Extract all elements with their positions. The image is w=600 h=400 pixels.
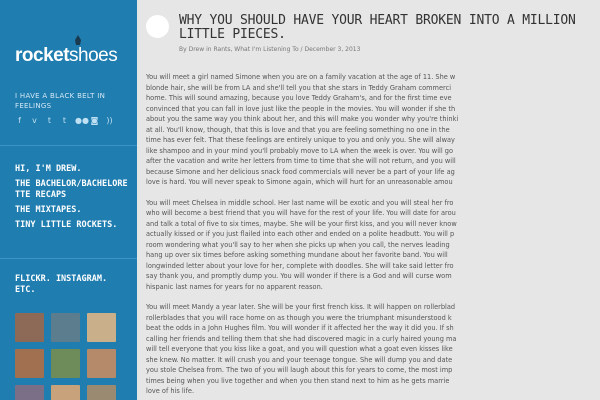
nav-item-tiny-rockets[interactable]: TINY LITTLE ROCKETS.	[15, 220, 118, 230]
photo-thumbnail[interactable]	[87, 385, 116, 400]
photo-thumbnail[interactable]	[15, 385, 44, 400]
main-content	[137, 0, 600, 400]
post-title[interactable]: WHY YOU SHOULD HAVE YOUR HEART BROKEN INTO A MILLION LITTLE PIECES.	[179, 13, 576, 42]
sidebar	[0, 0, 137, 400]
post-marker-circle	[146, 15, 169, 38]
facebook-icon[interactable]: f	[18, 116, 21, 125]
rss-icon[interactable]: ))	[106, 116, 113, 125]
post-meta	[179, 46, 360, 53]
instagram-icon[interactable]: ◙	[90, 116, 99, 125]
photo-thumbnail[interactable]	[87, 349, 116, 378]
flickr-icon[interactable]: ●●	[75, 116, 89, 125]
post-paragraph: You will meet Chelsea in middle school. Her last name will be exotic and you will steal her fro who will become a best friend that you will have for the rest of your life. You will date for arou and talk a total of five to six times, maybe. She will be your first kiss, and you will never know actually kissed or if you just flailed into each other and ended on a polite headbutt. You will p room wondering what you'll say to her when she picks up when you call, the nerves leading hang up over six times before asking something mundane about her favorite band. You will longwinded letter about your love for her, complete with doodles. She will take said letter fro say thank you, and promptly dump you. You will wonder if there is a God and will curse wom hispanic last names for years for no apparent reason.	[146, 198, 457, 291]
sidebar-divider	[0, 145, 137, 146]
site-logo[interactable]	[15, 45, 118, 67]
tumblr-icon[interactable]: t	[62, 116, 67, 125]
vimeo-icon[interactable]: v	[32, 116, 37, 125]
nav-item-about[interactable]: HI, I'M DREW.	[15, 164, 82, 174]
post-paragraph: You will meet Mandy a year later. She will be your first french kiss. It will happen on rollerblad rollerblades that you will race home on as though you were the triumphant misunderstood k beat the odds in a John Hughes film. You will wonder if it affected her the way it did you. If sh calling her friends and telling them that she had discovered magic in a curly haired young ma will tell everyone that you kiss like a goat, and you will question what a goat even kisses like she knew. No matter. It will crush you and your teenage tongue. She will dump you and date you stole Chelsea from. The two of you will laugh about this for years to come, the most imp times being when you live together and when you then stand next to him as he gets marrie love of his life.	[146, 303, 457, 395]
photo-thumbnail[interactable]	[51, 349, 80, 378]
sidebar-nav	[15, 164, 130, 235]
meta-separator: /	[300, 46, 303, 53]
widget-title: FLICKR. INSTAGRAM. ETC.	[15, 274, 108, 295]
photo-grid	[15, 313, 116, 400]
photo-thumbnail[interactable]	[87, 313, 116, 342]
post-body	[146, 72, 461, 400]
post-date: December 3, 2013	[304, 46, 361, 53]
social-icons	[15, 116, 114, 125]
photo-thumbnail[interactable]	[51, 385, 80, 400]
meta-in: in	[206, 46, 212, 53]
photo-thumbnail[interactable]	[15, 349, 44, 378]
twitter-icon[interactable]: t	[47, 116, 52, 125]
rocket-icon	[73, 35, 83, 47]
sidebar-divider	[0, 258, 137, 259]
logo-light-text: shoes	[69, 45, 118, 66]
post-paragraph: You will meet a girl named Simone when you are on a family vacation at the age of 11. She w blonde hair, she will be from LA and she'll tell you that she stars in Teddy Graham commerci home. This will sound amazing, because you love Teddy Graham's, and for the first time eve convinced that you can fall in love just like the people in the movies. You will wonder if she th about you the same way you think about her, and this will make you wonder why you're thinki at all. You'll know, though, that this is love and that you are feeling something no one in the time has ever felt. That these feelings are entirely unique to you and only you. She will alway like shampoo and in your mind you'll probably move to LA when the week is over. You will go after the vacation and write her letters from time to time that she will not return, and you will because Simone and her delicious snack food commercials will never be a part of your life ag love is hard. You will never speak to Simone again, which will hurt for an unreasonable amou	[146, 73, 459, 186]
post-categories[interactable]: Rants, What I'm Listening To	[213, 46, 299, 53]
photo-thumbnail[interactable]	[15, 313, 44, 342]
photo-thumbnail[interactable]	[51, 313, 80, 342]
site-tagline: I HAVE A BLACK BELT IN FEELINGS	[15, 92, 106, 110]
nav-item-mixtapes[interactable]: THE MIXTAPES.	[15, 205, 82, 215]
nav-item-bachelor-recaps[interactable]: THE BACHELOR/BACHELORETTE RECAPS	[15, 179, 128, 200]
post-author[interactable]: Drew	[188, 46, 205, 53]
meta-by: By	[179, 46, 187, 53]
logo-bold-text: rocket	[15, 45, 70, 66]
